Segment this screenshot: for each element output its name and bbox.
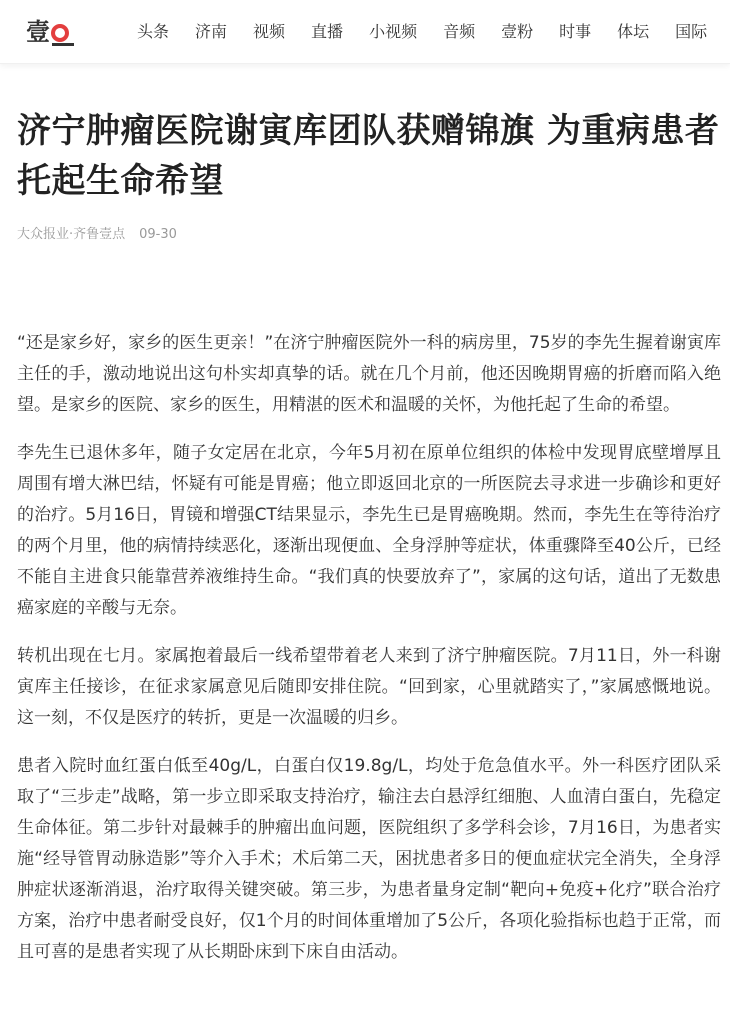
article-body [17, 328, 721, 985]
nav-item-jinan[interactable]: 济南 [195, 22, 228, 41]
nav-item-toutiao[interactable]: 头条 [137, 22, 170, 41]
nav-item-international[interactable]: 国际 [675, 22, 708, 41]
article-title: 济宁肿瘤医院谢寅库团队获赠锦旗 为重病患者托起生命希望 [17, 111, 720, 201]
logo-glyph: 壹 [26, 18, 50, 46]
article-date: 09-30 [139, 227, 177, 242]
article-source[interactable]: 大众报业·齐鲁壹点 [17, 227, 126, 242]
site-logo[interactable] [26, 17, 76, 47]
nav-item-short-video[interactable]: 小视频 [369, 22, 418, 41]
paragraph: 转机出现在七月。家属抱着最后一线希望带着老人来到了济宁肿瘤医院。7月11日，外一科谢寅库主任接诊，在征求家属意见后随即安排住院。“回到家，心里就踏实了，”家属感慨地说。这一刻，不仅是医疗的转折，更是一次温暖的归乡。 [17, 646, 721, 728]
paragraph: “还是家乡好，家乡的医生更亲！”在济宁肿瘤医院外一科的病房里，75岁的李先生握着谢寅库主任的手，激动地说出这句朴实却真挚的话。就在几个月前，他还因晚期胃癌的折磨而陷入绝望。是家乡的医院、家乡的医生，用精湛的医术和温暖的关怀，为他托起了生命的希望。 [17, 333, 721, 415]
nav-item-audio[interactable]: 音频 [443, 22, 476, 41]
article-meta [17, 223, 177, 242]
nav-item-video[interactable]: 视频 [253, 22, 286, 41]
paragraph: 患者入院时血红蛋白低至40g/L，白蛋白仅19.8g/L，均处于危急值水平。外一科医疗团队采取了“三步走”战略，第一步立即采取支持治疗，输注去白悬浮红细胞、人血清白蛋白，先稳定生命体征。第二步针对最棘手的肿瘤出血问题，医院组织了多学科会诊，7月16日，为患者实施“经导管胃动脉造影”等介入手术；术后第二天，困扰患者多日的便血症状完全消失，全身浮肿症状逐渐消退，治疗取得关键突破。第三步，为患者量身定制“靶向+免疫+化疗”联合治疗方案，治疗中患者耐受良好，仅1个月的时间体重增加了5公斤，各项化验指标也趋于正常，而且可喜的是患者实现了从长期卧床到下床自由活动。 [17, 756, 721, 962]
nav-item-live[interactable]: 直播 [311, 22, 344, 41]
nav-item-current-affairs[interactable]: 时事 [559, 22, 592, 41]
paragraph: 李先生已退休多年，随子女定居在北京，今年5月初在原单位组织的体检中发现胃底壁增厚且周围有增大淋巴结，怀疑有可能是胃癌；他立即返回北京的一所医院去寻求进一步确诊和更好的治疗。5月16日，胃镜和增强CT结果显示，李先生已是胃癌晚期。然而，李先生在等待治疗的两个月里，他的病情持续恶化，逐渐出现便血、全身浮肿等症状，体重骤降至40公斤，已经不能自主进食只能靠营养液维持生命。“我们真的快要放弃了”，家属的这句话，道出了无数患癌家庭的辛酸与无奈。 [17, 443, 721, 618]
logo-red-ring [51, 24, 69, 42]
logo-underline [52, 43, 74, 46]
nav-item-sports[interactable]: 体坛 [617, 22, 650, 41]
top-header [0, 0, 730, 64]
channel-nav [137, 20, 707, 44]
nav-item-fans[interactable]: 壹粉 [501, 22, 534, 41]
